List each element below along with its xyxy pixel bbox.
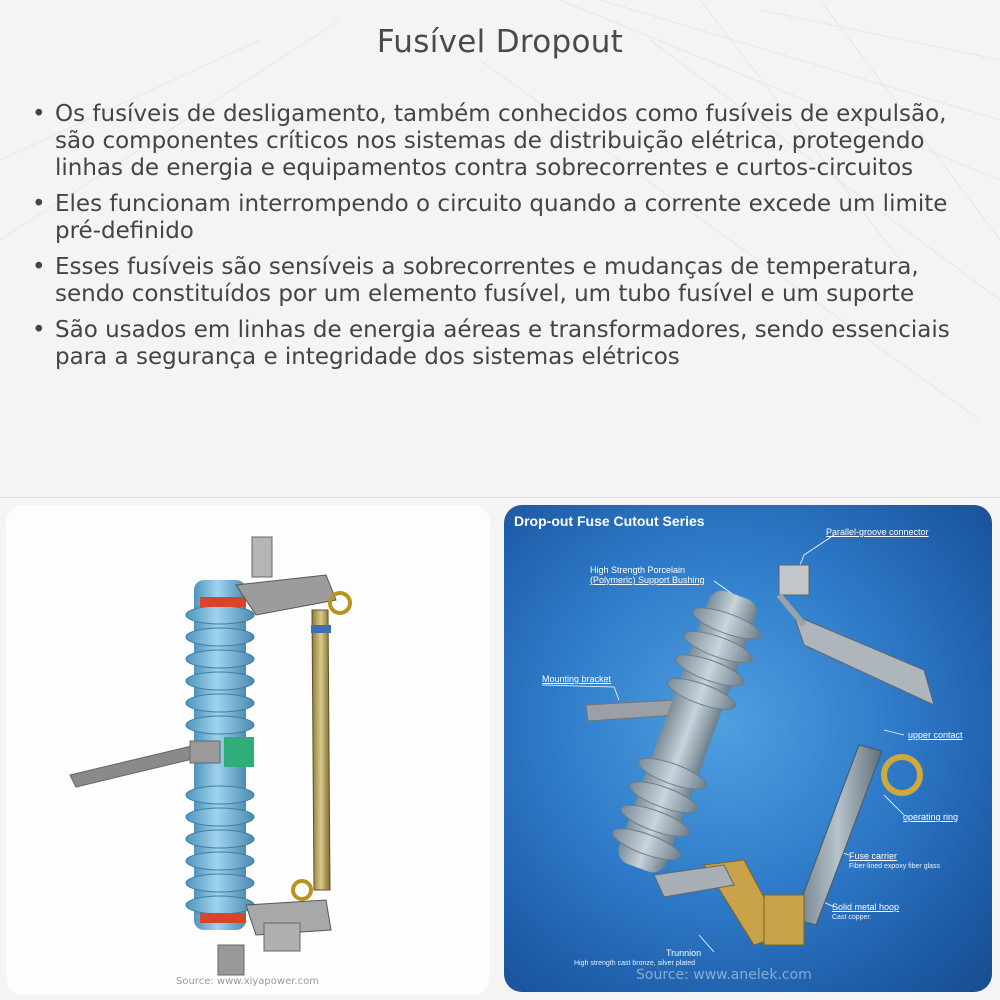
bullet-item (28, 254, 988, 308)
dropout-fuse-photo (6, 505, 490, 995)
bullet-text: Esses fusíveis são sensíveis a sobrecorrentes e mudanças de temperatura, sendo constituídos por um elemento fusível, um tubo fusível e um suporte (55, 254, 919, 307)
label-trunnion-sub: High strength cast bronze, silver plated (574, 960, 696, 967)
label-connector: Parallel-groove connector (826, 527, 929, 537)
bullet-text: São usados em linhas de energia aéreas e transformadores, sendo essenciais para a segurança e integridade dos sistemas elétricos (55, 317, 950, 370)
label-mounting-bracket: Mounting bracket (542, 674, 612, 684)
image-source: Source: www.anelek.com (636, 967, 812, 983)
bullet-item (28, 317, 988, 371)
bullet-list (28, 101, 988, 380)
diagram-illustration (504, 505, 992, 992)
label-trunnion: Trunnion (666, 948, 702, 958)
bullet-text: Os fusíveis de desligamento, também conhecidos como fusíveis de expulsão, são componentes críticos nos sistemas de distribuição elétrica, protegendo linhas de energia e equipamentos contra sobrecorrentes e curtos-circuitos (55, 101, 947, 181)
image-source: Source: www.xiyapower.com (176, 976, 319, 987)
bullet-dot: • (32, 317, 46, 343)
fuse-cutout-diagram (504, 505, 992, 992)
section-divider (0, 497, 1000, 498)
bullet-dot: • (32, 101, 46, 127)
bullet-dot: • (32, 254, 46, 280)
label-fuse-carrier-sub: Fiber-lined expoxy fiber glass (849, 863, 941, 870)
label-upper-contact: upper contact (908, 730, 963, 740)
label-bushing-line1: High Strength Porcelain (590, 565, 686, 575)
label-operating-ring: operating ring (903, 812, 959, 822)
page-title: Fusível Dropout (376, 24, 624, 60)
label-hoop-sub: Cast copper. (832, 914, 872, 921)
label-fuse-carrier: Fuse carrier (849, 851, 898, 861)
label-hoop: Solid metal hoop (832, 902, 900, 912)
bullet-dot: • (32, 191, 46, 217)
dropout-fuse-illustration (6, 505, 490, 995)
label-bushing-line2: (Polymeric) Support Bushing (590, 575, 705, 585)
diagram-title: Drop-out Fuse Cutout Series (514, 513, 705, 529)
bullet-item (28, 191, 988, 245)
bullet-item (28, 101, 988, 182)
bullet-text: Eles funcionam interrompendo o circuito quando a corrente excede um limite pré-definido (55, 191, 948, 244)
